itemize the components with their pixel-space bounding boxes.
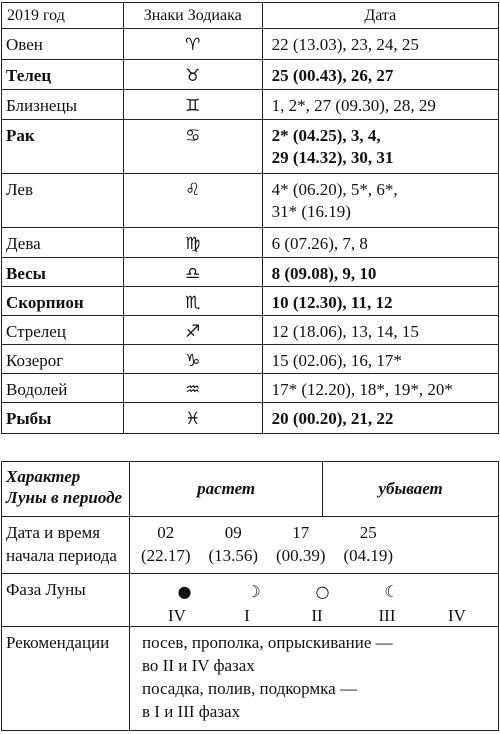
sign-name: Весы [2, 258, 124, 287]
phase-icons [130, 574, 498, 602]
period-days [130, 521, 402, 544]
aries-icon: ♈︎ [123, 29, 262, 60]
period-times [130, 544, 402, 567]
leo-icon: ♌︎ [123, 174, 262, 228]
sign-dates: 20 (00.20), 21, 22 [262, 403, 498, 434]
zodiac-row-libra [2, 258, 499, 287]
sign-name: Рак [2, 120, 124, 174]
date-header: Дата [262, 3, 498, 29]
dates-line-2: 29 (14.32), 30, 31 [271, 148, 394, 167]
phase-number: IV [168, 606, 186, 625]
recommend-label: Рекомендации [2, 627, 130, 731]
phase-row [2, 574, 499, 627]
sign-name: Рыбы [2, 403, 124, 434]
sign-name: Козерог [2, 345, 124, 374]
first-quarter-icon: ☽ [246, 582, 261, 601]
full-moon-icon: ○ [315, 582, 330, 601]
period-time: (22.17) [140, 546, 191, 565]
recommend-line: в I и III фазах [142, 702, 241, 721]
zodiac-row-scorpio [2, 287, 499, 316]
zodiac-row-taurus [2, 60, 499, 90]
sign-dates [262, 120, 498, 174]
pisces-icon: ♓︎ [123, 403, 262, 434]
phase-cell [130, 574, 499, 627]
zodiac-row-gemini [2, 90, 499, 120]
zodiac-header-row [2, 3, 499, 29]
recommend-line: во II и IV фазах [142, 656, 255, 675]
sign-dates: 22 (13.03), 23, 24, 25 [262, 29, 498, 60]
recommend-line: посадка, полив, подкормка — [142, 679, 357, 698]
moon-header-row [2, 462, 499, 517]
recommend-row [2, 627, 499, 731]
waning-label: убывает [323, 462, 499, 517]
zodiac-row-cancer [2, 120, 499, 174]
phase-number: II [311, 606, 323, 625]
phase-number: IV [448, 606, 466, 625]
zodiac-row-sagittarius [2, 316, 499, 345]
dates-line-1: 2* (04.25), 3, 4, [271, 126, 381, 145]
phase-number: I [244, 606, 250, 625]
period-day: 25 [359, 523, 377, 542]
sign-name: Водолей [2, 374, 124, 403]
sign-name: Лев [2, 174, 124, 228]
phase-label: Фаза Луны [2, 574, 130, 627]
recommendations [130, 627, 499, 731]
last-quarter-icon: ☾ [384, 582, 399, 601]
dates-line-2: 31* (16.19) [271, 202, 351, 221]
sign-name: Скорпион [2, 287, 124, 316]
period-day: 02 [157, 523, 175, 542]
sign-dates: 12 (18.06), 13, 14, 15 [262, 316, 498, 345]
virgo-icon: ♍︎ [123, 228, 262, 258]
sign-name: Телец [2, 60, 124, 90]
datetime-row [2, 517, 499, 574]
period-day: 17 [292, 523, 310, 542]
aquarius-icon: ♒︎ [123, 374, 262, 403]
zodiac-table [1, 2, 499, 434]
sign-dates: 6 (07.26), 7, 8 [262, 228, 498, 258]
year-header: 2019 год [2, 3, 124, 29]
zodiac-row-leo [2, 174, 499, 228]
sign-dates: 1, 2*, 27 (09.30), 28, 29 [262, 90, 498, 120]
sign-dates: 8 (09.08), 9, 10 [262, 258, 498, 287]
zodiac-row-pisces [2, 403, 499, 434]
phase-number: III [378, 606, 396, 625]
recommend-line: посев, прополка, опрыскивание — [142, 633, 393, 652]
datetime-label: Дата и время начала периода [2, 517, 130, 574]
sign-dates: 17* (12.20), 18*, 19*, 20* [262, 374, 498, 403]
moon-table [1, 461, 499, 731]
sign-name: Стрелец [2, 316, 124, 345]
periods-cell [130, 517, 499, 574]
cancer-icon: ♋︎ [123, 120, 262, 174]
sign-dates: 10 (12.30), 11, 12 [262, 287, 498, 316]
periods-grid [130, 517, 498, 567]
period-time: (00.39) [275, 546, 326, 565]
sign-dates [262, 174, 498, 228]
sign-dates: 15 (02.06), 16, 17* [262, 345, 498, 374]
sagittarius-icon: ♐︎ [123, 316, 262, 345]
capricorn-icon: ♑︎ [123, 345, 262, 374]
period-day: 09 [224, 523, 242, 542]
sign-name: Близнецы [2, 90, 124, 120]
new-moon-icon: ● [177, 582, 192, 601]
phase-numbers [130, 606, 498, 626]
zodiac-row-aquarius [2, 374, 499, 403]
zodiac-row-virgo [2, 228, 499, 258]
period-time: (13.56) [208, 546, 259, 565]
sign-name: Овен [2, 29, 124, 60]
sign-name: Дева [2, 228, 124, 258]
moon-character-label: Характер Луны в периоде [2, 462, 130, 517]
signs-header: Знаки Зодиака [123, 3, 262, 29]
zodiac-row-aries [2, 29, 499, 60]
libra-icon: ♎︎ [123, 258, 262, 287]
growing-label: растет [130, 462, 323, 517]
dates-line-1: 4* (06.20), 5*, 6*, [271, 180, 398, 199]
zodiac-row-capricorn [2, 345, 499, 374]
period-time: (04.19) [343, 546, 394, 565]
gemini-icon: ♊︎ [123, 90, 262, 120]
scorpio-icon: ♏︎ [123, 287, 262, 316]
taurus-icon: ♉︎ [123, 60, 262, 90]
sign-dates: 25 (00.43), 26, 27 [262, 60, 498, 90]
